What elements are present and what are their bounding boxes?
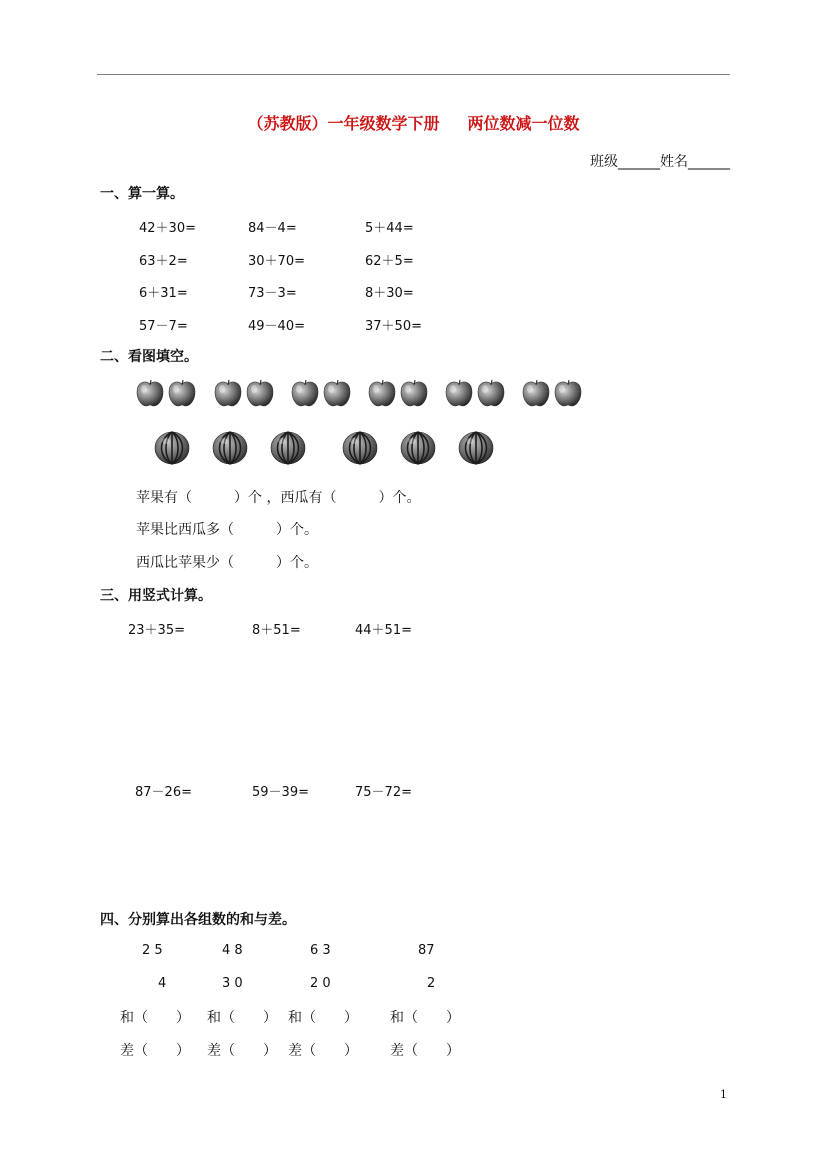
section3-heading: 三、用竖式计算。 [100, 588, 212, 604]
page-number: 1 [720, 1088, 727, 1101]
exercise: 42＋30= [139, 221, 196, 236]
exercise: 23＋35= [128, 623, 185, 638]
exercise: 84－4= [248, 221, 297, 236]
exercise: 8＋51= [252, 623, 301, 638]
diff-blank: 差（ ） [120, 1043, 190, 1059]
page-title [0, 111, 827, 134]
watermelon-icon [458, 429, 494, 465]
apple-icon [367, 377, 397, 407]
number-bottom: 2 [427, 976, 436, 991]
section2-heading: 二、看图填空。 [100, 349, 198, 365]
apple-icon [245, 377, 275, 407]
exercise: 5＋44= [365, 221, 414, 236]
fill-line-1: 苹果有（ ）个 ，西瓜有（ ）个。 [136, 490, 421, 506]
class-name-line: 班级______姓名______ [590, 154, 730, 170]
exercise: 87－26= [135, 785, 192, 800]
diff-blank: 差（ ） [390, 1043, 460, 1059]
sum-blank: 和（ ） [207, 1010, 277, 1026]
sum-blank: 和（ ） [288, 1010, 358, 1026]
apple-icon [135, 377, 165, 407]
exercise: 62＋5= [365, 254, 414, 269]
exercise: 75－72= [355, 785, 412, 800]
watermelon-icon [342, 429, 378, 465]
watermelon-icon [212, 429, 248, 465]
exercise: 8＋30= [365, 286, 414, 301]
title-right: 两位数减一位数 [467, 114, 580, 133]
exercise: 57－7= [139, 319, 188, 334]
number-bottom: 2 0 [310, 976, 331, 991]
sum-blank: 和（ ） [120, 1010, 190, 1026]
diff-blank: 差（ ） [207, 1043, 277, 1059]
fill-line-2: 苹果比西瓜多（ ）个。 [136, 522, 318, 538]
exercise: 73－3= [248, 286, 297, 301]
watermelon-icon [400, 429, 436, 465]
sum-blank: 和（ ） [390, 1010, 460, 1026]
apple-icon [553, 377, 583, 407]
exercise: 44＋51= [355, 623, 412, 638]
exercise: 49－40= [248, 319, 305, 334]
apple-icon [322, 377, 352, 407]
number-top: 2 5 [142, 943, 163, 958]
diff-blank: 差（ ） [288, 1043, 358, 1059]
number-bottom: 4 [158, 976, 167, 991]
number-top: 87 [418, 943, 435, 958]
number-top: 6 3 [310, 943, 331, 958]
header-rule [97, 74, 730, 75]
number-bottom: 3 0 [222, 976, 243, 991]
exercise: 30＋70= [248, 254, 305, 269]
apple-icon [521, 377, 551, 407]
apple-icon [213, 377, 243, 407]
section4-heading: 四、分别算出各组数的和与差。 [100, 912, 296, 928]
section1-heading: 一、算一算。 [100, 186, 184, 202]
exercise: 37＋50= [365, 319, 422, 334]
exercise: 6＋31= [139, 286, 188, 301]
apple-icon [476, 377, 506, 407]
fill-line-3: 西瓜比苹果少（ ）个。 [136, 555, 318, 571]
exercise: 59－39= [252, 785, 309, 800]
apple-icon [444, 377, 474, 407]
apple-icon [290, 377, 320, 407]
title-left: （苏教版）一年级数学下册 [247, 114, 440, 133]
watermelon-icon [270, 429, 306, 465]
number-top: 4 8 [222, 943, 243, 958]
watermelon-icon [154, 429, 190, 465]
apple-icon [399, 377, 429, 407]
exercise: 63＋2= [139, 254, 188, 269]
apple-icon [167, 377, 197, 407]
